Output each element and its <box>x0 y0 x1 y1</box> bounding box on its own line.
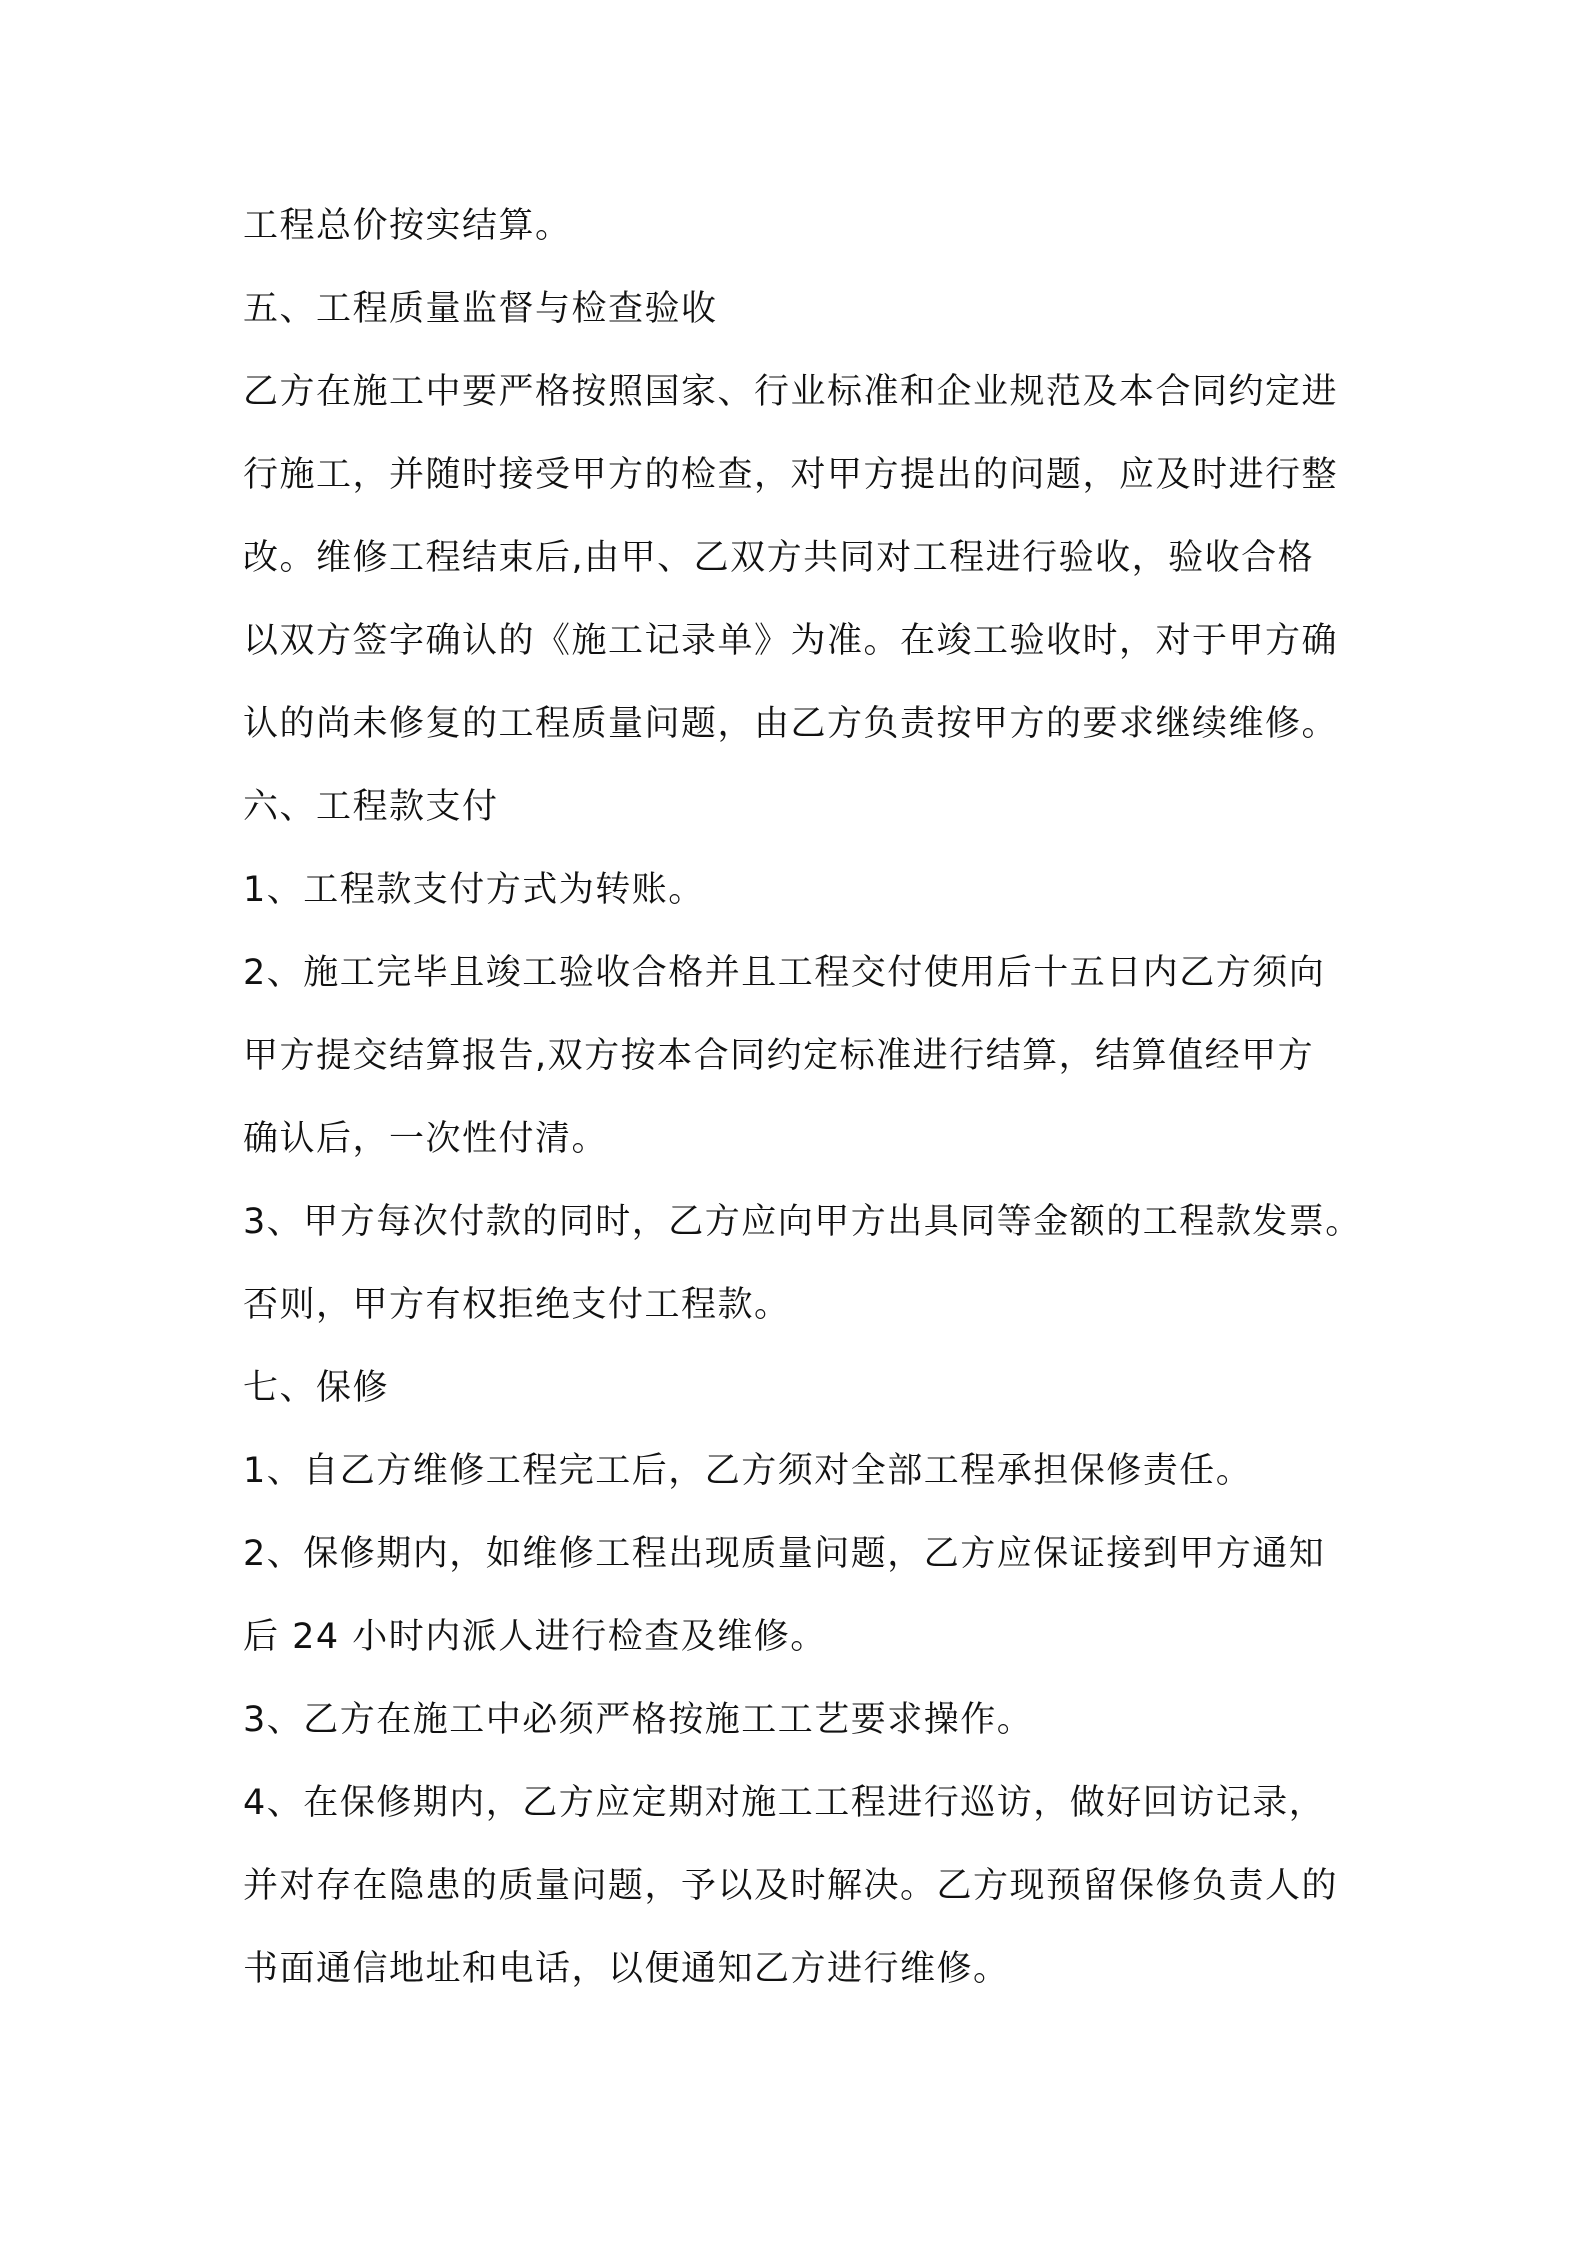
text-line: 改。维修工程结束后,由甲、乙双方共同对工程进行验收，验收合格 <box>243 538 1315 578</box>
text-line: 1、自乙方维修工程完工后，乙方须对全部工程承担保修责任。 <box>243 1451 1253 1491</box>
section-heading: 六、工程款支付 <box>243 787 499 827</box>
document-body <box>243 185 1403 2011</box>
text-line: 后 24 小时内派人进行检查及维修。 <box>243 1617 827 1657</box>
text-line: 行施工，并随时接受甲方的检查，对甲方提出的问题，应及时进行整 <box>243 455 1339 495</box>
text-line: 2、保修期内，如维修工程出现质量问题，乙方应保证接到甲方通知 <box>243 1534 1326 1574</box>
text-line: 认的尚未修复的工程质量问题，由乙方负责按甲方的要求继续维修。 <box>243 704 1339 744</box>
text-line: 3、乙方在施工中必须严格按施工工艺要求操作。 <box>243 1700 1034 1740</box>
text-line: 以双方签字确认的《施工记录单》为准。在竣工验收时，对于甲方确 <box>243 621 1339 661</box>
text-line: 确认后，一次性付清。 <box>243 1119 609 1159</box>
section-heading: 七、保修 <box>243 1368 390 1408</box>
text-line: 工程总价按实结算。 <box>243 206 572 246</box>
text-line: 书面通信地址和电话，以便通知乙方进行维修。 <box>243 1949 1010 1989</box>
text-line: 2、施工完毕且竣工验收合格并且工程交付使用后十五日内乙方须向 <box>243 953 1326 993</box>
text-line: 乙方在施工中要严格按照国家、行业标准和企业规范及本合同约定进 <box>243 372 1339 412</box>
text-line: 否则，甲方有权拒绝支付工程款。 <box>243 1285 791 1325</box>
text-line: 3、甲方每次付款的同时，乙方应向甲方出具同等金额的工程款发票。 <box>243 1202 1362 1242</box>
text-line: 4、在保修期内，乙方应定期对施工工程进行巡访，做好回访记录， <box>243 1783 1326 1823</box>
text-line: 1、工程款支付方式为转账。 <box>243 870 705 910</box>
section-heading: 五、工程质量监督与检查验收 <box>243 289 718 329</box>
text-line: 并对存在隐患的质量问题，予以及时解决。乙方现预留保修负责人的 <box>243 1866 1339 1906</box>
text-line: 甲方提交结算报告,双方按本合同约定标准进行结算，结算值经甲方 <box>243 1036 1315 1076</box>
